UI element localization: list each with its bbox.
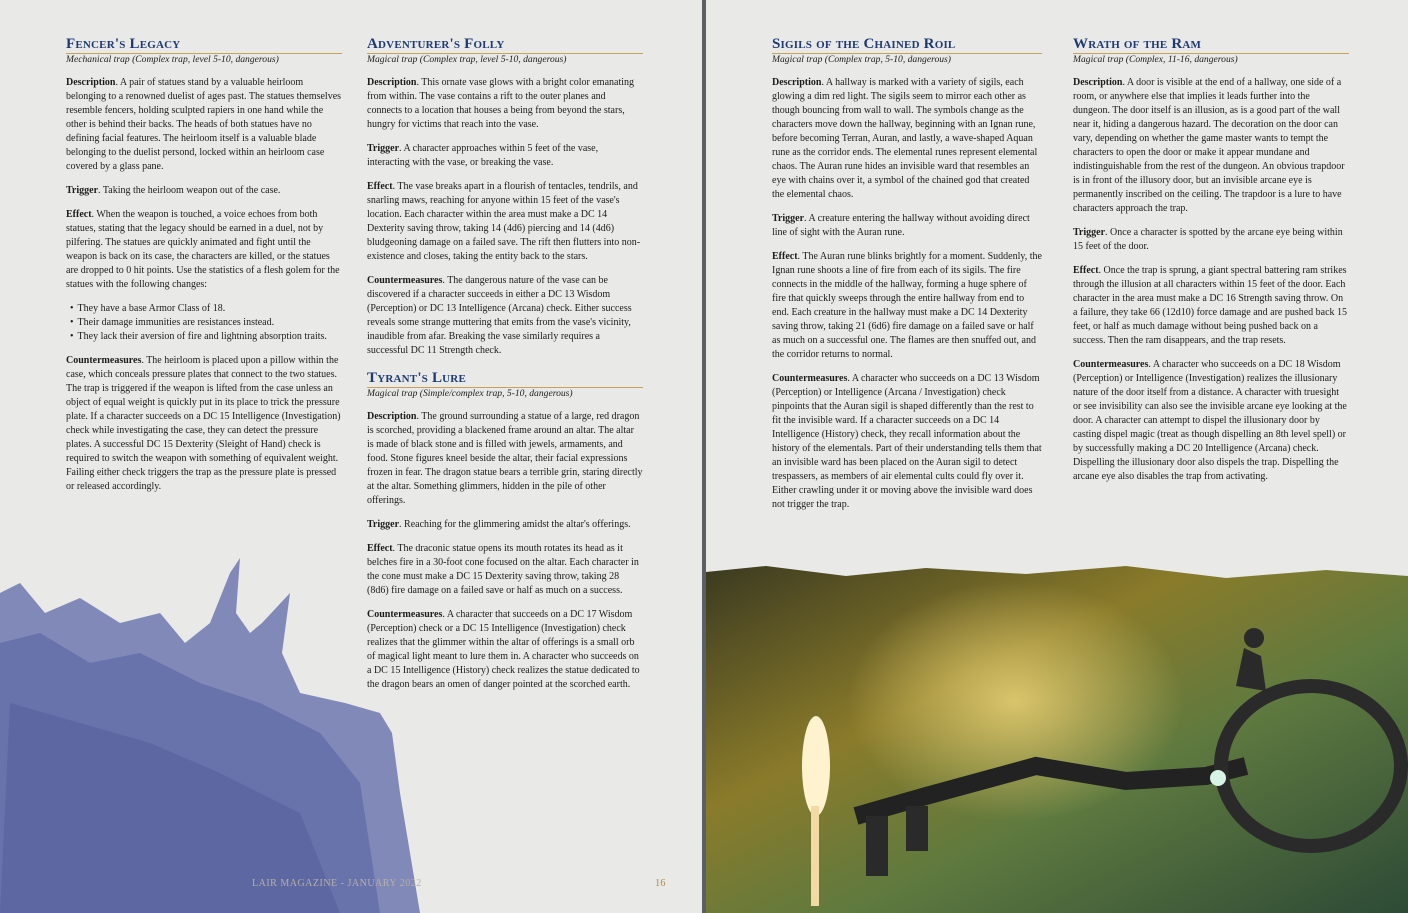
trap-entry-adventurer-s-folly xyxy=(367,36,643,358)
column-1 xyxy=(66,36,342,506)
paragraph-countermeasures xyxy=(367,608,643,692)
paragraph-effect xyxy=(367,180,643,264)
trap-entry-wrath-of-the-ram xyxy=(1073,36,1349,484)
paragraph-label: Description xyxy=(1073,77,1123,88)
paragraph-description xyxy=(772,76,1042,202)
paragraph-label: Trigger xyxy=(1073,227,1106,238)
paragraph-trigger xyxy=(66,184,342,198)
paragraph-text: . The draconic statue opens its mouth rotates its head as it belches fire in a 30-foot cone focused on the altar. Each character in the cone must make a DC 15 Dexterity saving throw, taking 28 (8d6) fire damage on a failed save or half as much on a success. xyxy=(367,543,639,596)
paragraph-countermeasures xyxy=(772,372,1042,512)
paragraph-text: . Reaching for the glimmering amidst the altar's offerings. xyxy=(399,519,631,530)
paragraph-text: . This ornate vase glows with a bright color emanating from within. The vase contains a rift to the outer planes and connects to a location that houses a being from beyond the stars, hungry for victims that reach into the vase. xyxy=(367,77,634,130)
paragraph-text: . A character approaches within 5 feet of the vase, interacting with the vase, or breaking the vase. xyxy=(367,143,599,168)
paragraph-effect xyxy=(66,208,342,292)
paragraph-description xyxy=(1073,76,1349,216)
paragraph-label: Description xyxy=(772,77,822,88)
paragraph-text: . A character that succeeds on a DC 17 Wisdom (Perception) check or a DC 15 Intelligence (Investigation) check realizes that the glimmer within the altar of offerings is a small orb of magical light meant to lure them in. A character who succeeds on a DC 15 Intelligence (History) check realizes the statue dedicated to the dragon bears an omen of danger pointed at the scorched earth. xyxy=(367,609,640,690)
paragraph-trigger xyxy=(772,212,1042,240)
paragraph-label: Trigger xyxy=(772,213,805,224)
paragraph-description xyxy=(66,76,342,174)
paragraph-label: Countermeasures xyxy=(367,609,443,620)
trap-subtitle: Magical trap (Simple/complex trap, 5-10, dangerous) xyxy=(367,388,573,399)
trap-entry-tyrant-s-lure xyxy=(367,370,643,692)
paragraph-label: Countermeasures xyxy=(772,373,848,384)
trap-subtitle: Magical trap (Complex trap, level 5-10, dangerous) xyxy=(367,54,567,65)
paragraph-text: . The Auran rune blinks brightly for a moment. Suddenly, the Ignan rune shoots a line of fire from each of its sigils. The fire connects in the middle of the hallway, forming a huge sphere of fire that quickly sweeps through the entire hallway from end to end. Each creature in the hallway must make a DC 14 Dexterity saving throw, taking 21 (6d6) fire damage on a failed save or half as much on a successful one. The flames are then snuffed out, and the corridor returns to normal. xyxy=(772,251,1042,360)
paragraph-trigger xyxy=(367,518,643,532)
paragraph-label: Description xyxy=(367,77,417,88)
paragraph-text: . Taking the heirloom weapon out of the case. xyxy=(98,185,281,196)
trap-title: Fencer's Legacy xyxy=(66,36,342,54)
bullet-list xyxy=(66,302,342,344)
paragraph-label: Countermeasures xyxy=(1073,359,1149,370)
paragraph-label: Description xyxy=(66,77,116,88)
bullet-item: • They lack their aversion of fire and lightning absorption traits. xyxy=(66,330,342,344)
column-2 xyxy=(367,36,643,704)
paragraph-label: Effect xyxy=(66,209,92,220)
trap-title: Wrath of the Ram xyxy=(1073,36,1349,54)
paragraph-label: Countermeasures xyxy=(367,275,443,286)
paragraph-countermeasures xyxy=(66,354,342,494)
paragraph-countermeasures xyxy=(367,274,643,358)
paragraph-trigger xyxy=(367,142,643,170)
paragraph-text: . A hallway is marked with a variety of sigils, each glowing a dim red light. The sigils seem to mirror each other as though bouncing from wall to wall. The symbols change as the characters move down the hallway, beginning with an Ignan rune, before becoming Terran, Auran, and lastly, a wave-shaped Aquan rune as the corridor ends. The elemental runes represent elemental chaos. The Auran rune hides an invisible ward that resembles an eye with chains over it, a symbol of the chained god that created the elemental chaos. xyxy=(772,77,1038,200)
trap-title: Sigils of the Chained Roil xyxy=(772,36,1042,54)
paragraph-text: . A character who succeeds on a DC 13 Wisdom (Perception) or Intelligence (Arcana / Investigation) check pinpoints that the Auran sigil is shaped differently than the rest to fit the invisible ward. If a character succeeds on a DC 14 Intelligence (History) check, they recall information about the history of the elementals. Part of their understanding tells them that an invisible ward has been placed on the Auran sigil to detect trespassers, as members of air elemental cults could fly over it. Either crawling under it or moving above the invisible ward does not trigger the trap. xyxy=(772,373,1042,510)
paragraph-label: Countermeasures xyxy=(66,355,142,366)
paragraph-text: . Once the trap is sprung, a giant spectral battering ram strikes through the illusion at all characters within 15 feet of the door. Each character in the area must make a DC 16 Strength saving throw. On a failure, they take 66 (12d10) force damage and are pushed back 15 feet, or half as much damage without being pushed back on a success. Then the ram disappears, and the trap resets. xyxy=(1073,265,1348,346)
trap-subtitle: Mechanical trap (Complex trap, level 5-10, dangerous) xyxy=(66,54,279,65)
paragraph-text: . The ground surrounding a statue of a large, red dragon is scorched, providing a blackened frame around an altar. The altar is made of black stone and is filled with jewels, armaments, and food. Stone figures kneel beside the altar, their facial expressions frozen in fear. The dragon statue bears a terrible grin, staring directly at the altar. Something glimmers, hidden in the pile of other offerings. xyxy=(367,411,643,506)
bullet-item: • They have a base Armor Class of 18. xyxy=(66,302,342,316)
paragraph-label: Effect xyxy=(367,543,393,554)
paragraph-label: Description xyxy=(367,411,417,422)
trap-title: Adventurer's Folly xyxy=(367,36,643,54)
paragraph-text: . A door is visible at the end of a hallway, one side of a room, or anywhere else that implies it leads further into the dungeon. The door itself is an illusion, as is a good part of the wall near it, hiding a dangerous hazard. The decoration on the door can vary, depending on whether the game master wants to tempt the characters to open the door or make it appear mundane and indistinguishable from the rest of the dungeon. An obvious trapdoor is in front of the illusory door, but an invisible arcane eye is permanently inscribed on the ceiling. The trapdoor is a lure to have characters approach the trap. xyxy=(1073,77,1345,214)
paragraph-text: . A pair of statues stand by a valuable heirloom belonging to a renowned duelist of ages past. The statues themselves resemble fencers, holding sculpted rapiers in one hand while the other is behind their backs. The heads of both statues have no defining facial features. The heirloom itself is a valuable blade belonging to the duelist persond, locked within an heirloom case covered by a glass pane. xyxy=(66,77,342,172)
key-illustration xyxy=(706,566,1408,913)
column-4 xyxy=(1073,36,1349,496)
paragraph-effect xyxy=(367,542,643,598)
paragraph-label: Trigger xyxy=(367,143,400,154)
paragraph-text: . A creature entering the hallway without avoiding direct line of sight with the Auran rune. xyxy=(772,213,1030,238)
paragraph-label: Effect xyxy=(772,251,798,262)
paragraph-label: Effect xyxy=(367,181,393,192)
paragraph-countermeasures xyxy=(1073,358,1349,484)
trap-subtitle: Magical trap (Complex trap, 5-10, dangerous) xyxy=(772,54,951,65)
paragraph-description xyxy=(367,410,643,508)
paragraph-label: Effect xyxy=(1073,265,1099,276)
paragraph-effect xyxy=(772,250,1042,362)
paragraph-text: . The dangerous nature of the vase can be discovered if a character succeeds in either a DC 13 Wisdom (Perception) or DC 13 Intelligence (Arcana) check. Either success reveals some strange muttering that emits from the vase's vicinity, inaudible from afar. Breaking the vase similarly requires a successful DC 11 Strength check. xyxy=(367,275,632,356)
paragraph-label: Trigger xyxy=(66,185,99,196)
paragraph-label: Trigger xyxy=(367,519,400,530)
paragraph-text: . Once a character is spotted by the arcane eye being within 15 feet of the door. xyxy=(1073,227,1343,252)
trap-subtitle: Magical trap (Complex, 11-16, dangerous) xyxy=(1073,54,1238,65)
trap-title: Tyrant's Lure xyxy=(367,370,643,388)
trap-entry-fencer-s-legacy xyxy=(66,36,342,494)
paragraph-trigger xyxy=(1073,226,1349,254)
paragraph-text: . When the weapon is touched, a voice echoes from both statues, stating that the legacy should be earned in a duel, not by pilfering. The statues are quickly animated and fight until the weapon is back on its case, the characters are killed, or the statues are dropped to 0 hit points. Use the statistics of a flesh golem for the statues with the following changes: xyxy=(66,209,340,290)
trap-entry-sigils-of-the-chained-roil xyxy=(772,36,1042,512)
paragraph-effect xyxy=(1073,264,1349,348)
column-3 xyxy=(772,36,1042,524)
paragraph-description xyxy=(367,76,643,132)
paragraph-text: . A character who succeeds on a DC 18 Wisdom (Perception) or Intelligence (Investigation) realizes the illusionary nature of the door itself from a distance. A character with truesight or see invisibility can also see the invisible arcane eye looking at the door. A character can attempt to dispel the illusionary door by casting dispel magic (treat as though dispelling an 8th level spell) or by successfully making a DC 20 Intelligence (Arcana) check. Dispelling the illusionary door also dispels the trap. Dispelling the arcane eye also disables the trap from activating. xyxy=(1073,359,1347,482)
bullet-item: • Their damage immunities are resistances instead. xyxy=(66,316,342,330)
footer-magazine-title: LAIR MAGAZINE - JANUARY 2022 xyxy=(252,878,422,889)
page-number: 16 xyxy=(655,878,666,889)
paragraph-text: . The vase breaks apart in a flourish of tentacles, tendrils, and snarling maws, reaching for anyone within 15 feet of the vase's location. Each character within the area must make a DC 14 Dexterity saving throw, taking 14 (4d6) piercing and 14 (4d6) bludgeoning damage on a failed save. The rift then flutters into non-existence and closes, taking the entity back to the stars. xyxy=(367,181,641,262)
paragraph-text: . The heirloom is placed upon a pillow within the case, which conceals pressure plates that connect to the two statues. The trap is triggered if the weapon is lifted from the case unless an object of equal weight is quickly put in its place to trick the pressure plate. If a character succeeds on a DC 15 Intelligence (Investigation) check while investigating the case, they can detect the pressure plates. A successful DC 15 Dexterity (Sleight of Hand) check is required to switch the weapon with something of equivalent weight. Failing either check triggers the trap as the pressure plate is pressed or released accordingly. xyxy=(66,355,341,492)
